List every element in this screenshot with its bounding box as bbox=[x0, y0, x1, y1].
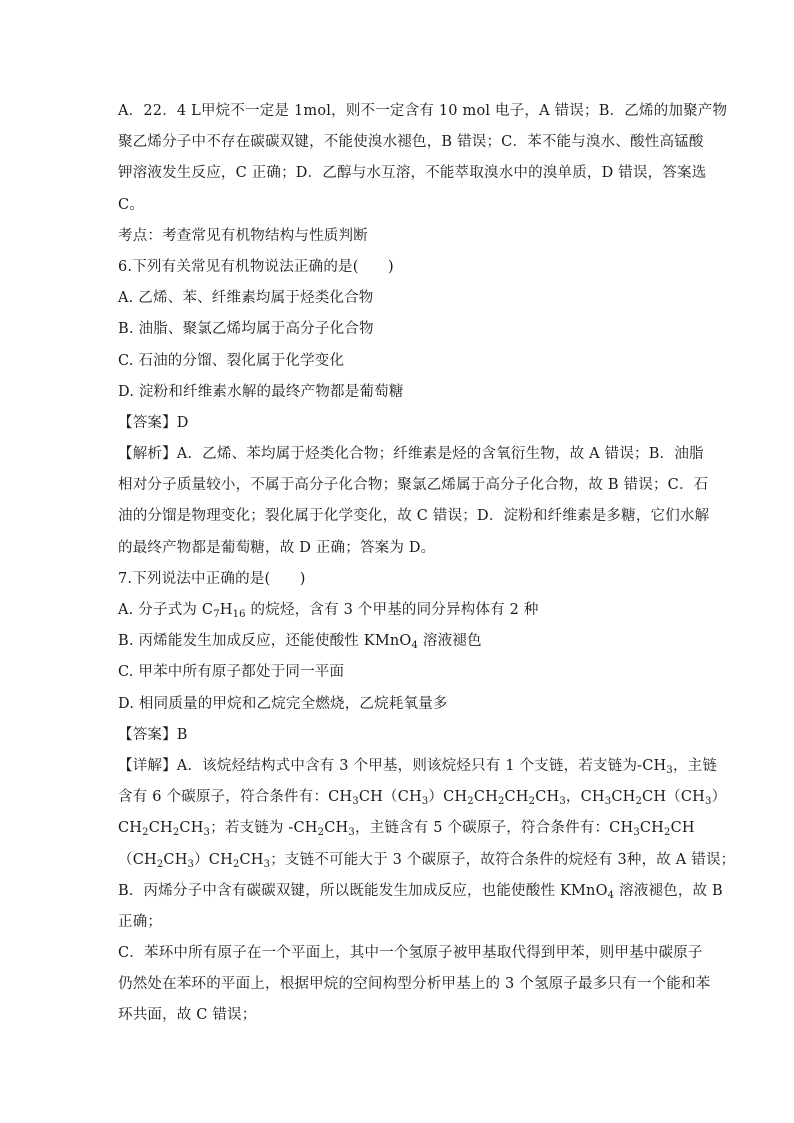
q6-answer: 【答案】D bbox=[118, 414, 189, 431]
q7-option-d: D. 相同质量的甲烷和乙烷完全燃烧，乙烷耗氧量多 bbox=[118, 695, 448, 712]
q7-detail-line: 正确； bbox=[118, 913, 163, 930]
q6-analysis-line: 【解析】A．乙烯、苯均属于烃类化合物；纤维素是烃的含氧衍生物，故 A 错误；B．油脂 bbox=[118, 446, 704, 463]
q7-detail-line: C．苯环中所有原子在一个平面上，其中一个氢原子被甲基取代得到甲苯，则甲基中碳原子 bbox=[118, 945, 703, 962]
q6-analysis-line: 的最终产物都是葡萄糖，故 D 正确；答案为 D。 bbox=[118, 539, 436, 556]
q5-analysis-line: 钾溶液发生反应，C 正确；D．乙醇与水互溶，不能萃取溴水中的溴单质，D 错误，答案选 bbox=[118, 165, 707, 182]
document-body bbox=[118, 96, 736, 1032]
q7-detail-line: 环共面，故 C 错误； bbox=[118, 1007, 257, 1024]
q5-analysis-line: 聚乙烯分子中不存在碳碳双键，不能使溴水褪色，B 错误；C．苯不能与溴水、酸性高锰酸 bbox=[118, 134, 704, 151]
q6-analysis-line: 油的分馏是物理变化；裂化属于化学变化，故 C 错误；D．淀粉和纤维素是多糖，它们水解 bbox=[118, 508, 710, 525]
q7-detail-line: B．丙烯分子中含有碳碳双键，所以既能发生加成反应，也能使酸性 KMnO$_4$ 溶液褪色，故 B bbox=[118, 882, 723, 901]
q7-option-b: B. 丙烯能发生加成反应，还能使酸性 KMnO$_4$ 溶液褪色 bbox=[118, 633, 482, 652]
q7-stem: 7.下列说法中正确的是( ) bbox=[118, 570, 306, 587]
q6-option-b: B. 油脂、聚氯乙烯均属于高分子化合物 bbox=[118, 321, 374, 338]
q7-detail-line: 含有 6 个碳原子，符合条件有：$CH_3CH(CH_3)CH_2CH_2CH_2CH_3$，$CH_3CH_2CH(CH_3)$ bbox=[118, 789, 727, 808]
q6-analysis-line: 相对分子质量较小，不属于高分子化合物；聚氯乙烯属于高分子化合物，故 B 错误；C．石 bbox=[118, 477, 709, 494]
q5-exam-point: 考点：考查常见有机物结构与性质判断 bbox=[118, 227, 368, 244]
q7-detail-line: 仍然处在苯环的平面上，根据甲烷的空间构型分析甲基上的 3 个氢原子最多只有一个能和苯 bbox=[118, 976, 711, 993]
q6-option-a: A. 乙烯、苯、纤维素均属于烃类化合物 bbox=[118, 290, 374, 307]
q7-option-c: C. 甲苯中所有原子都处于同一平面 bbox=[118, 664, 345, 681]
q6-stem: 6.下列有关常见有机物说法正确的是( ) bbox=[118, 258, 394, 275]
q6-option-c: C. 石油的分馏、裂化属于化学变化 bbox=[118, 352, 345, 369]
q7-detail-line: $CH_2CH_2CH_3$；若支链为 $-CH_2CH_3$，主链含有 5 个碳原子，符合条件有：$CH_3CH_2CH$ bbox=[118, 820, 695, 839]
q7-answer: 【答案】B bbox=[118, 726, 188, 743]
q5-analysis-line: C。 bbox=[118, 196, 144, 213]
q7-detail-line: $(CH_2CH_3)CH_2CH_3$；支链不可能大于 3 个碳原子，故符合条件的烷烃有 3种，故 A 错误； bbox=[118, 851, 736, 870]
q7-detail-line: 【详解】A．该烷烃结构式中含有 3 个甲基，则该烷烃只有 1 个支链，若支链为$-CH_3$，主链 bbox=[118, 757, 718, 776]
q5-analysis-line: A．22．4 L甲烷不一定是 1mol，则不一定含有 10 mol 电子，A 错误；B．乙烯的加聚产物 bbox=[118, 103, 728, 119]
q6-option-d: D. 淀粉和纤维素水解的最终产物都是葡萄糖 bbox=[118, 383, 404, 400]
q7-option-a: A. 分子式为 $C_7H_{16}$ 的烷烃，含有 3 个甲基的同分异构体有 2 种 bbox=[118, 602, 539, 620]
